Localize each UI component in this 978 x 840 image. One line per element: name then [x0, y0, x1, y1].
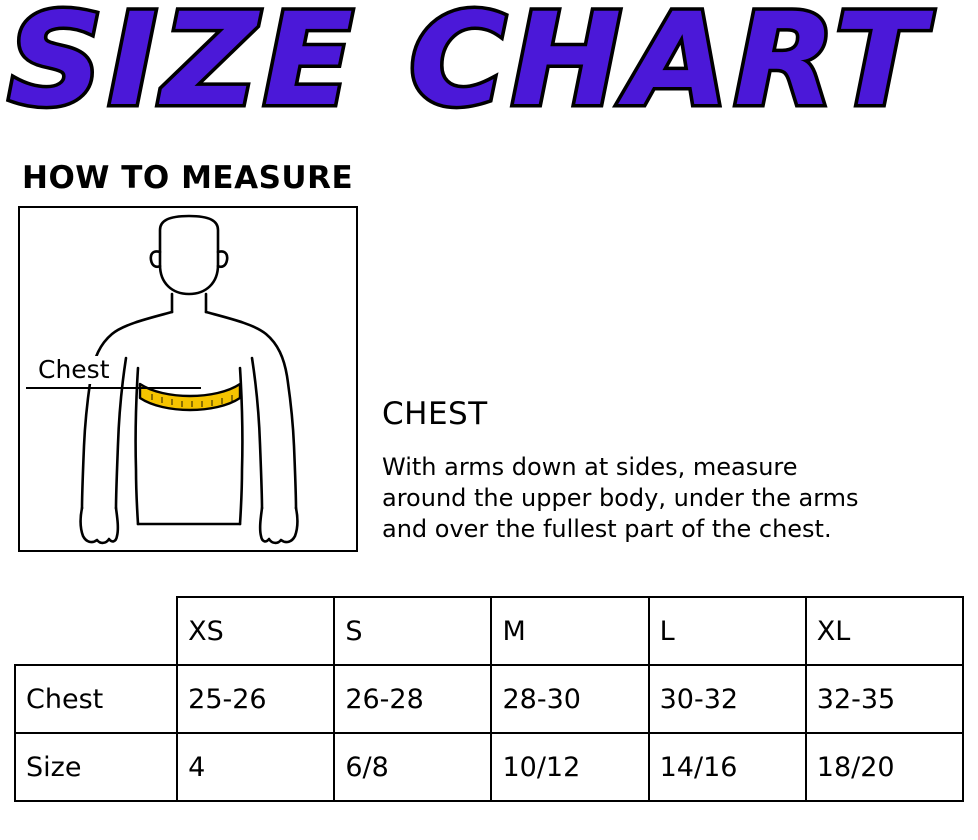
table-header-l: L: [649, 597, 806, 665]
chest-description: [382, 452, 962, 545]
table-header-s: S: [334, 597, 491, 665]
table-header-m: M: [491, 597, 648, 665]
row-label-size: Size: [15, 733, 177, 801]
page-title-banner: [0, 0, 978, 150]
chest-xs-value: 25-26: [177, 665, 334, 733]
chest-s-value: 26-28: [334, 665, 491, 733]
size-xs-value: 4: [177, 733, 334, 801]
chest-m-value: 28-30: [491, 665, 648, 733]
size-l-value: 14/16: [649, 733, 806, 801]
table-row: [15, 733, 963, 801]
table-header-xs: XS: [177, 597, 334, 665]
size-xl-value: 18/20: [806, 733, 963, 801]
size-chart-table: [14, 596, 964, 802]
table-row: [15, 665, 963, 733]
chest-section-heading: CHEST: [382, 396, 488, 432]
row-label-chest: Chest: [15, 665, 177, 733]
table-header-xl: XL: [806, 597, 963, 665]
chest-description-line-3: and over the fullest part of the chest.: [382, 515, 832, 543]
table-header-row: [15, 597, 963, 665]
table-corner-blank: [15, 597, 177, 665]
how-to-measure-heading: HOW TO MEASURE: [22, 160, 354, 196]
figure-chest-label: Chest: [38, 355, 110, 384]
chest-description-line-2: around the upper body, under the arms: [382, 484, 859, 512]
chest-l-value: 30-32: [649, 665, 806, 733]
page-title: SIZE CHART: [8, 0, 930, 135]
size-s-value: 6/8: [334, 733, 491, 801]
chest-description-line-1: With arms down at sides, measure: [382, 453, 798, 481]
chest-leader-line: [26, 387, 201, 389]
chest-xl-value: 32-35: [806, 665, 963, 733]
size-m-value: 10/12: [491, 733, 648, 801]
